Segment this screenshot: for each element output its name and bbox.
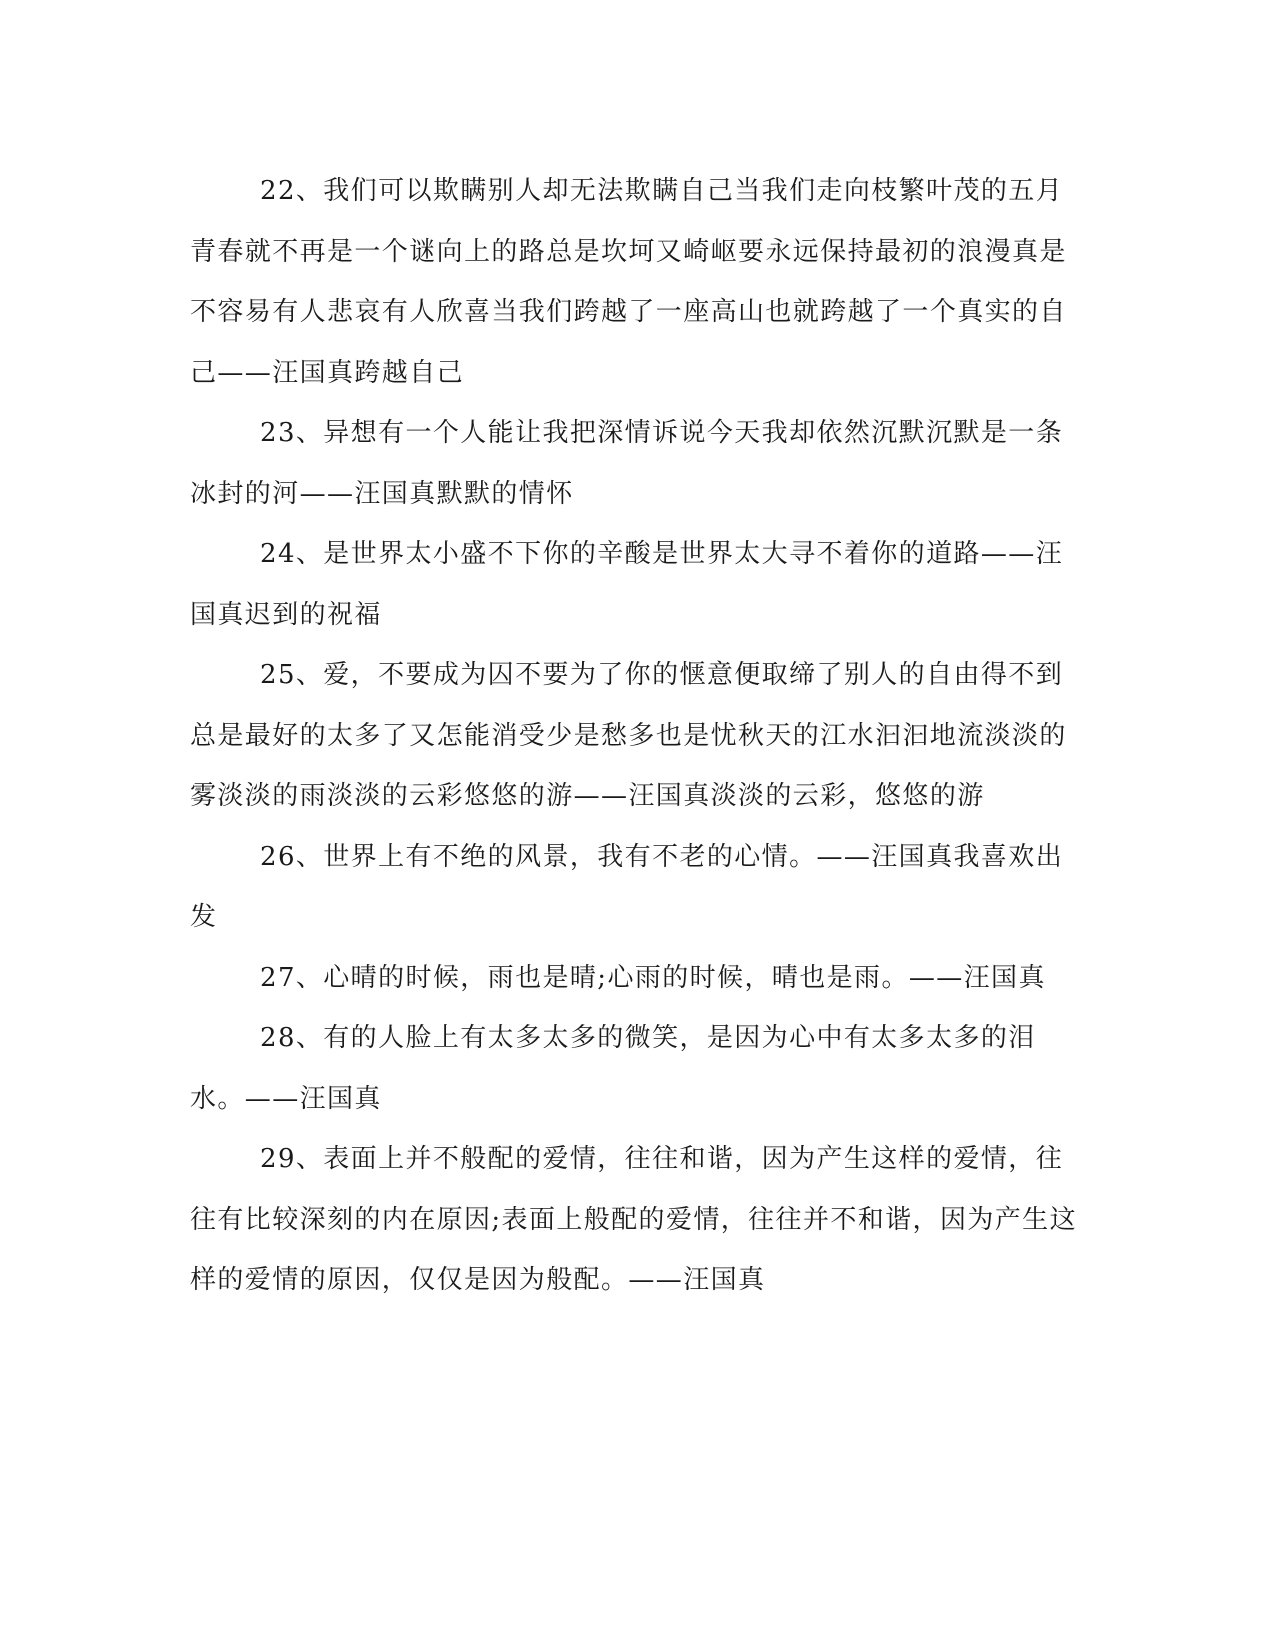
paragraph-line: 月青春就不再是一个谜向上的路总是坎坷又崎岖要永远保持最初的浪 xyxy=(190,176,1064,267)
paragraph-line: 漫真是不容易有人悲哀有人欣喜当我们跨越了一座高山也就跨越了一 xyxy=(190,236,1067,327)
paragraph-line: 22、我们可以欺瞒别人却无法欺瞒自己当我们走向枝繁叶茂的五 xyxy=(260,176,1036,206)
paragraph-line: 水。——汪国真 xyxy=(190,1083,382,1114)
paragraph-line: 27、心晴的时候，雨也是晴;心雨的时候，晴也是雨。——汪国真 xyxy=(260,962,1046,993)
paragraph-line: 淡淡的雾淡淡的雨淡淡的云彩悠悠的游——汪国真淡淡的云彩，悠悠 xyxy=(190,720,1067,811)
paragraph-line: 的游 xyxy=(929,781,985,811)
paragraph-line: 26、世界上有不绝的风景，我有不老的心情。——汪国真我喜欢 xyxy=(260,841,1036,872)
paragraph-line: 25、爱，不要成为囚不要为了你的惬意便取缔了别人的自由得不 xyxy=(260,660,1036,690)
paragraph-line: 条冰封的河——汪国真默默的情怀 xyxy=(190,418,1064,509)
paragraph-line: 个真实的自己——汪国真跨越自己 xyxy=(190,297,1067,388)
paragraph-line: 28、有的人脸上有太多太多的微笑，是因为心中有太多太多的泪 xyxy=(260,1023,1036,1053)
paragraph-28 xyxy=(190,1008,1090,1129)
paragraph-24 xyxy=(190,524,1090,645)
paragraph-22 xyxy=(190,161,1090,403)
paragraph-line: 29、表面上并不般配的爱情，往往和谐，因为产生这样的爱情， xyxy=(260,1144,1036,1174)
paragraph-23 xyxy=(190,403,1090,524)
paragraph-line: 汪国真迟到的祝福 xyxy=(190,539,1064,630)
paragraph-line: 到总是最好的太多了又怎能消受少是愁多也是忧秋天的江水汩汩地流 xyxy=(190,660,1064,751)
paragraph-line: 往往有比较深刻的内在原因;表面上般配的爱情，往往并不和谐，因为 xyxy=(190,1144,1064,1235)
paragraph-25 xyxy=(190,645,1090,827)
paragraph-26 xyxy=(190,827,1090,948)
paragraph-27 xyxy=(190,948,1090,1009)
document-body xyxy=(190,161,1090,1311)
paragraph-line: 23、异想有一个人能让我把深情诉说今天我却依然沉默沉默是一 xyxy=(260,418,1036,448)
paragraph-line: 产生这样的爱情的原因，仅仅是因为般配。——汪国真 xyxy=(190,1204,1077,1295)
paragraph-29 xyxy=(190,1129,1090,1311)
paragraph-line: 24、是世界太小盛不下你的辛酸是世界太大寻不着你的道路—— xyxy=(260,539,1036,569)
paragraph-line: 出发 xyxy=(190,841,1064,932)
